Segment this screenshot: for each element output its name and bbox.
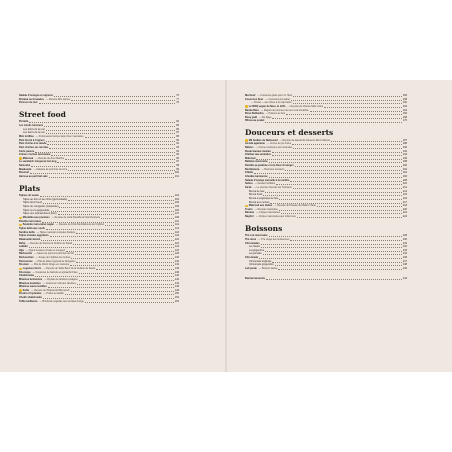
entry-title: Sardine kefta: [19, 230, 35, 234]
entry-page-number: 100: [174, 171, 179, 175]
entry-page-number: 224: [402, 215, 407, 219]
entry-page-number: 118: [175, 234, 179, 238]
entry-title: Bouzouf: [19, 171, 29, 175]
entry-title: Banane: [245, 211, 255, 215]
heading-desserts: Douceurs et desserts: [245, 128, 334, 138]
entry-subtitle: — Boisson lactée: [258, 266, 278, 270]
entry-subtitle: — Recette marocaine: [254, 207, 278, 211]
entry-page-number: 162: [402, 104, 407, 108]
entry-title: Ojja: [19, 248, 24, 252]
toc-entry-remerciements: [245, 277, 407, 281]
entry-page-number: 206: [402, 175, 407, 179]
entry-page-number: 136: [174, 266, 179, 270]
entry-subtitle: — Crêpes marocaines aux mille trous: [255, 215, 296, 219]
entry-page-number: 158: [402, 97, 407, 101]
entry-page-number: 116: [175, 230, 179, 234]
entry-page-number: 140: [174, 274, 179, 278]
heading-plats: Plats: [19, 183, 41, 193]
entry-title: Tajines de veaux: [19, 194, 39, 198]
entry-subtitle: — Ragoût de pommes de terre à la tomatfoie: [260, 108, 309, 112]
entry-subtitle: — Recette libre épicée: [45, 97, 71, 101]
entry-page-number: 126: [174, 248, 179, 252]
entry-page-number: 78: [176, 101, 179, 105]
plats-entries: [19, 194, 179, 303]
entry-title: Citronnade gingembre: [249, 263, 274, 267]
leader-dots: [265, 120, 402, 122]
leader-dots: [49, 176, 174, 178]
entry-page-number: 130: [174, 256, 179, 260]
entry-subtitle: — Crème de joc d'ame: [266, 142, 292, 146]
entry-page-number: 108: [174, 216, 179, 220]
entry-page-number: 200: [402, 164, 407, 168]
entry-subtitle: — Recette de Leïla Sioud/la de Nas Heurterie: [51, 216, 101, 220]
entry-page-number: 98: [176, 164, 179, 168]
entry-title: Boulette marocaine vegan: [22, 223, 54, 227]
street-food-entries: [19, 120, 179, 178]
toc-entry: [245, 215, 407, 219]
entry-page-number: 96: [176, 156, 179, 160]
entry-title: Rfissa au poulet: [245, 119, 265, 123]
book-gutter: [225, 80, 227, 372]
entry-title: Citronnades: [245, 241, 260, 245]
entry-page-number: 236: [402, 256, 407, 260]
entry-title: Baghrir: [245, 215, 254, 219]
entry-page-number: 146: [174, 285, 179, 289]
entry-page-number: 120: [174, 237, 179, 241]
entry-title: Assida aguinane: [245, 142, 265, 146]
entry-title: Thé à la marocaine: [245, 234, 268, 238]
entry-page-number: 84: [176, 120, 179, 124]
entry-subtitle: — Ojja à la sauce tomate et merguez: [25, 248, 66, 252]
entry-page-number: 105: [174, 201, 179, 205]
entry-subtitle: — Recette de Alexandré Doual et Moun Mumès: [279, 138, 331, 142]
entry-page-number: 233: [402, 248, 407, 252]
entry-title: Tajine farci boeuf: [23, 201, 42, 205]
entry-subtitle: — Tajine marocain à la jake ficellerie: [36, 230, 76, 234]
entry-title: Mhamsa sauce lentilles: [19, 285, 47, 289]
entry-page-number: 106: [174, 205, 179, 209]
entry-title: Bouza de fete: [249, 189, 265, 193]
left-top-entries: [19, 94, 179, 105]
entry-title: Poisson de mer: [19, 101, 38, 105]
entry-page-number: 94: [176, 149, 179, 153]
entry-subtitle: — Poulet — aux olives à la marocaine: [251, 101, 292, 105]
toc-entry: [245, 267, 407, 271]
entry-title: Pastilla au pralinée et à la fleur d'oranger: [245, 164, 294, 168]
entry-title: Thé doux: [245, 237, 257, 241]
toc-entry: [245, 119, 407, 123]
entry-page-number: 77: [176, 97, 179, 101]
entry-page-number: 244: [402, 276, 407, 280]
entry-title: Mil feuilles de Nabourad: [248, 138, 278, 142]
entry-page-number: 101: [174, 175, 179, 179]
entry-page-number: 194: [402, 153, 407, 157]
entry-title: Couscous fleur: [245, 97, 264, 101]
entry-page-number: 154: [174, 299, 179, 303]
entry-title: Tajine kefta aux oeufs: [19, 226, 45, 230]
entry-subtitle: — Poulet au basilic: [43, 292, 64, 296]
entry-subtitle: — Recette de l'Hapsud El Mernouch: [31, 288, 70, 292]
entry-page-number: 217: [402, 200, 407, 204]
entry-title: Bouza fruité: [249, 193, 263, 197]
entry-title: Lait poule: [245, 266, 257, 270]
entry-subtitle: — Bo djaye: [259, 115, 272, 119]
entry-page-number: 160: [402, 101, 407, 105]
entry-page-number: 144: [174, 281, 179, 285]
entry-title: Ghilda: [245, 171, 253, 175]
entry-title: Pastilla marocaine: [19, 219, 41, 223]
entry-page-number: 240: [402, 266, 407, 270]
entry-page-number: 222: [402, 211, 407, 215]
entry-page-number: 134: [174, 263, 179, 267]
left-page-column: [19, 94, 179, 303]
entry-title: Tajine aux topinambours (lour): [23, 212, 57, 216]
entry-subtitle: — Couscous glacé pour un Hiver: [257, 94, 293, 97]
boissons-entries: [245, 234, 407, 270]
entry-page-number: 192: [402, 149, 407, 153]
entry-title: Khorsaya: [19, 270, 31, 274]
entry-title: Le sandwich mergueza hot-dog: [19, 160, 57, 164]
entry-page-number: 204: [402, 171, 407, 175]
book-spread: [0, 80, 452, 372]
entry-page-number: 148: [174, 288, 179, 292]
entry-page-number: 142: [174, 277, 179, 281]
entry-title: Mhamsa tunisienne: [19, 277, 43, 281]
entry-title: Bakrus: [245, 145, 254, 149]
entry-page-number: 187: [402, 138, 407, 142]
entry-subtitle: — Brochette végétale aux tomates d'ange: [39, 299, 84, 303]
right-page-column: [245, 94, 407, 280]
entry-page-number: 128: [174, 252, 179, 256]
entry-page-number: 150: [174, 292, 179, 296]
entry-page-number: 234: [402, 252, 407, 256]
entry-title: Bouy jedd: [245, 115, 258, 119]
entry-title: Le BBQ vegan de Nasr, le 123n: [248, 104, 286, 108]
entry-page-number: 92: [176, 142, 179, 146]
entry-title: Taffa mediteran: [19, 299, 38, 303]
entry-title: Barbouche: [19, 252, 33, 256]
entry-subtitle: — Plat de Rosin Orage en marscine: [30, 263, 70, 267]
leader-dots: [278, 268, 401, 270]
entry-page-number: 196: [402, 156, 407, 160]
entry-title: Mini tortillas: [19, 134, 34, 138]
entry-title: Ka'ak: [245, 185, 252, 189]
entry-page-number: 156: [402, 94, 407, 97]
entry-title: Maakouda: [19, 167, 32, 171]
entry-subtitle: — Recette de Chama Nabi moins: [287, 104, 324, 108]
entry-subtitle: — Bouncies tunisiens: [261, 167, 285, 171]
entry-subtitle: — Crêpes marocaines: [256, 211, 280, 215]
entry-subtitle: — Dessert fortifiant: [254, 182, 275, 186]
entry-title: Tajine au thon et au citron (grémoulade): [23, 197, 68, 201]
entry-title: Remerciements: [245, 276, 266, 280]
desserts-entries: [245, 139, 407, 219]
entry-page-number: 232: [402, 245, 407, 249]
entry-page-number: 132: [174, 259, 179, 263]
toc-entry: [19, 175, 179, 179]
entry-title: Bamia Rara: [245, 108, 259, 112]
toc-entry: [19, 300, 179, 304]
entry-page-number: 202: [402, 167, 407, 171]
entry-title: Bzou Belhardra: [245, 112, 264, 116]
entry-subtitle: — Recette de Driss Benhlabouna de l'Aghbel: [55, 223, 104, 227]
entry-subtitle: — Poisson au four: [265, 112, 286, 116]
entry-title: Samouka: [19, 164, 31, 168]
leader-dots: [39, 102, 176, 104]
entry-title: Pastourane: [19, 259, 33, 263]
entry-title: Makroud: [245, 156, 256, 160]
entry-title: Citronnade: [245, 256, 259, 260]
entry-subtitle: — Recette de Sonia à la Cuisine de Sarah: [27, 241, 73, 245]
right-top-entries: [245, 94, 407, 123]
entry-title: Mloukhia aux pommes: [22, 216, 50, 220]
entry-title: Ghribas aux amandes: [245, 153, 271, 157]
entry-title: La grenade: [249, 252, 262, 256]
entry-subtitle: — Couscous à la sahel: [265, 97, 290, 101]
entry-title: Chekh shakshouka: [19, 296, 42, 300]
entry-title: Tajine sur la gargoulette: [23, 208, 50, 212]
entry-subtitle: — Couscous de haricots et épinards Frites: [32, 270, 78, 274]
leader-dots: [266, 277, 402, 279]
entry-page-number: 190: [402, 145, 407, 149]
entry-page-number: 110: [175, 219, 179, 223]
entry-title: Lablabi: [19, 245, 28, 249]
entry-title: Mhamsa boulettes: [19, 281, 41, 285]
entry-page-number: 152: [174, 296, 179, 300]
entry-subtitle: — Couscous rolls aux sardines: [42, 281, 76, 285]
entry-page-number: 208: [402, 178, 407, 182]
entry-title: Bechkaoura: [245, 167, 260, 171]
entry-page-number: 104: [174, 197, 179, 201]
entry-title: La classic: [249, 245, 260, 249]
entry-title: Legumes farcis: [22, 266, 42, 270]
entry-title: Pain chiche à la viande: [19, 142, 47, 146]
entry-page-number: 106: [174, 208, 179, 212]
entry-title: Salade d'orange cannelle à la menthe: [245, 178, 290, 182]
entry-page-number: 214: [402, 189, 407, 193]
entry-title: La gingembre: [249, 248, 265, 252]
entry-subtitle: — Royale de sardines potagère: [44, 277, 78, 281]
entry-title: Crème crochue tunisienne: [19, 153, 51, 157]
entry-title: Pizzetta: [19, 120, 29, 124]
entry-title: Kefta: [22, 288, 30, 292]
entry-title: Tourte: [245, 207, 253, 211]
entry-page-number: 198: [402, 160, 407, 164]
entry-page-number: 220: [402, 207, 407, 211]
entry-page-number: 90: [176, 138, 179, 142]
entry-title: Les tiroirs de la mer: [23, 127, 45, 131]
entry-subtitle: — Recette de Hassan de Maison Hana: [274, 204, 316, 208]
entry-title: Makroud aux dattes: [248, 204, 273, 208]
entry-page-number: 164: [402, 108, 407, 112]
entry-page-number: 170: [402, 119, 407, 123]
entry-title: Ghraiba tunisienne: [245, 175, 268, 179]
entry-page-number: 166: [402, 112, 407, 116]
entry-title: Rafiq: [19, 241, 26, 245]
entry-page-number: 114: [175, 226, 179, 230]
entry-title: Salade d'oranges et oignons: [19, 94, 53, 97]
entry-page-number: 76: [176, 94, 179, 97]
entry-title: Baklava marocaine: [245, 160, 268, 164]
entry-title: Mabrouk: [22, 156, 34, 160]
entry-title: Ratatouille dezieh: [19, 237, 41, 241]
entry-subtitle: — Recette de Taide Benir de la Cuisine de Sarah: [43, 266, 96, 270]
toc-entry: [19, 101, 179, 105]
entry-title: Les totolis tunisiens: [19, 124, 44, 128]
entry-title: Bouza aux cerises: [249, 200, 270, 204]
entry-subtitle: — Petits sauce fourrée façon bien marocaine: [35, 134, 84, 138]
entry-page-number: 215: [402, 193, 407, 197]
entry-title: Chakchouka: [19, 274, 34, 278]
entry-subtitle: — Le premier biscuité 'les Tunisiens: [253, 185, 292, 189]
entry-page-number: 218: [402, 204, 407, 208]
entry-title: Brivana ou brouades: [19, 97, 44, 101]
entry-title: Berbouchan: [19, 256, 34, 260]
entry-page-number: 88: [176, 134, 179, 138]
entry-page-number: 228: [402, 234, 407, 238]
entry-title: Citronnade originale: [249, 259, 272, 263]
entry-page-number: 97: [176, 160, 179, 164]
entry-page-number: 210: [402, 182, 407, 186]
leader-dots: [85, 300, 174, 302]
entry-title: Pain fourré à l'oignon: [19, 138, 45, 142]
entry-subtitle: — Galettes de pommes de terre: [33, 167, 68, 171]
entry-title: Bosnien: [19, 263, 29, 267]
entry-page-number: 87: [176, 131, 179, 135]
heading-boissons: Boissons: [245, 223, 283, 233]
entry-page-number: 86: [176, 127, 179, 131]
entry-title: Mechouf: [245, 94, 256, 97]
leader-dots: [297, 216, 402, 218]
entry-page-number: 168: [402, 115, 407, 119]
entry-page-number: 107: [174, 212, 179, 216]
entry-page-number: 93: [176, 145, 179, 149]
entry-title: Sellou: [245, 182, 253, 186]
entry-title: Les tiroirs de la mer: [23, 131, 45, 135]
entry-page-number: 237: [402, 259, 407, 263]
entry-subtitle: — Recette de chez Marline: [35, 156, 65, 160]
entry-page-number: 230: [402, 237, 407, 241]
entry-subtitle: — Sauce de poivrons plombés au lait: [34, 252, 74, 256]
entry-title: Harissa au petit lait salé: [19, 175, 48, 179]
entry-page-number: 138: [174, 270, 179, 274]
entry-page-number: 104: [174, 194, 179, 198]
entry-page-number: 212: [402, 185, 407, 189]
entry-page-number: 112: [175, 223, 179, 227]
entry-page-number: 99: [176, 167, 179, 171]
entry-title: Carte pauvre: [19, 149, 35, 153]
entry-title: Tajine de courgettes (casserole): [23, 205, 59, 209]
entry-title: Bouza energétique de fete: [249, 196, 279, 200]
entry-page-number: 122: [174, 241, 179, 245]
entry-page-number: 232: [402, 241, 407, 245]
entry-page-number: 238: [402, 263, 407, 267]
entry-page-number: 86: [176, 124, 179, 128]
entry-subtitle: — Soupe de l'Aghbel des herbes: [35, 256, 71, 260]
entry-page-number: 124: [174, 245, 179, 249]
entry-title: Boule banane maman: [245, 149, 271, 153]
entry-page-number: 216: [402, 196, 407, 200]
entry-subtitle: — Plat de pâtes réginoal au Nougarou: [34, 259, 76, 263]
entry-title: Poulet et hyderabe: [19, 292, 42, 296]
entry-page-number: 188: [402, 142, 407, 146]
entry-subtitle: — Thé rouge aux tunisiennes: [258, 237, 290, 241]
entry-title: Tajine tomates égyptiens: [19, 234, 49, 238]
entry-page-number: 95: [176, 153, 179, 157]
heading-street-food: Street food: [19, 109, 66, 119]
entry-title: Pain chiches au carottes: [19, 145, 49, 149]
entry-subtitle: — Crème tunisienne aux amandes: [255, 145, 293, 149]
